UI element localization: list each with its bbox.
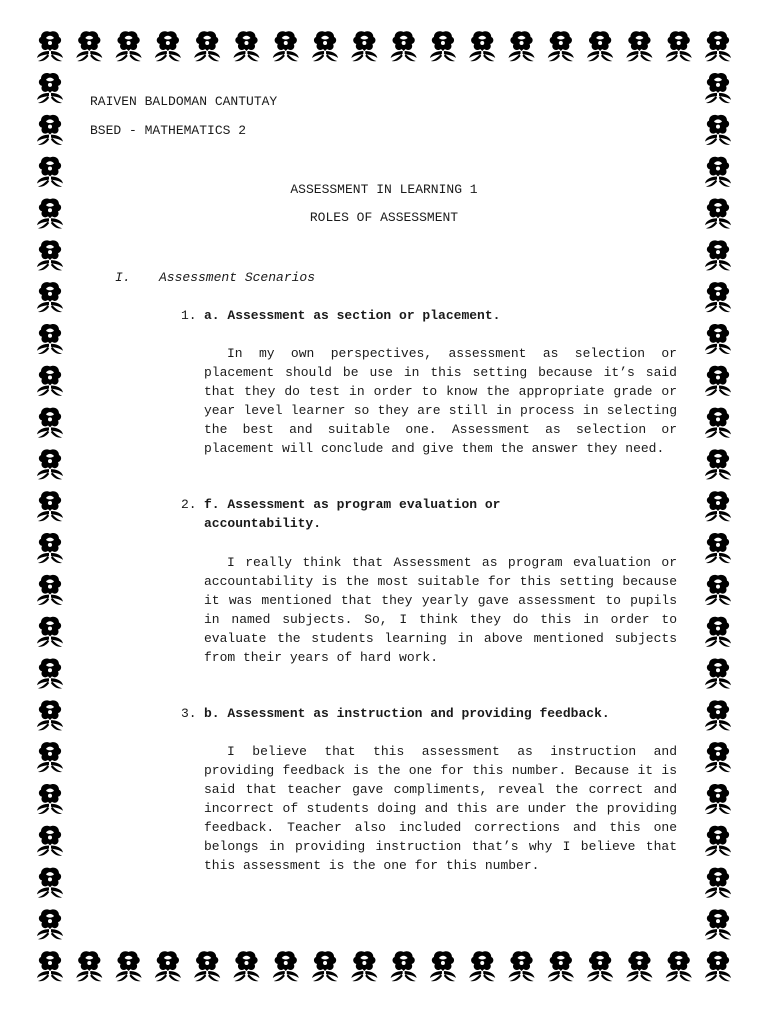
item-heading-1 <box>181 306 681 325</box>
item-title-1: a. Assessment as section or placement. <box>204 308 501 323</box>
document-title: ASSESSMENT IN LEARNING 1 <box>290 182 478 197</box>
section-number: I. <box>115 270 131 285</box>
item-heading-3 <box>181 704 681 723</box>
item-number-1: 1. <box>181 308 197 323</box>
item-title-3: b. Assessment as instruction and providing feedback. <box>204 706 610 721</box>
section-heading <box>115 268 315 287</box>
item-paragraph-1: In my own perspectives, assessment as selection or placement should be use in this setting because it’s said that they do test in order to know the appropriate grade or year level learner so they are still in process in selecting the best and suitable one. Assessment as selection or placement will conclude and give them the answer they need. <box>204 346 677 456</box>
course-label: BSED - MATHEMATICS 2 <box>90 123 247 138</box>
section-title: Assessment Scenarios <box>159 270 316 285</box>
item-number-3: 3. <box>181 706 197 721</box>
item-number-2: 2. <box>181 497 197 512</box>
item-heading-2 <box>181 495 561 533</box>
item-paragraph-3: I believe that this assessment as instruction and providing feedback is the one for this number. Because it is said that teacher gave compliments, reveal the correct and incorrect of students doing and this are under the providing feedback. Teacher also included corrections and this one belongs in providing instruction that’s why I believe that this assessment is the one for this number. <box>204 744 677 873</box>
item-title-2: f. Assessment as program evaluation or accountability. <box>204 497 501 531</box>
document-subtitle: ROLES OF ASSESSMENT <box>309 210 459 225</box>
item-paragraph-2: I really think that Assessment as program evaluation or accountability is the most suitable for this setting because it was mentioned that they yearly gave assessment to pupils in named subjects. So, I think they do this in order to evaluate the students learning in above mentioned subjects from their years of hard work. <box>204 555 677 665</box>
author-name: RAIVEN BALDOMAN CANTUTAY <box>90 94 278 109</box>
